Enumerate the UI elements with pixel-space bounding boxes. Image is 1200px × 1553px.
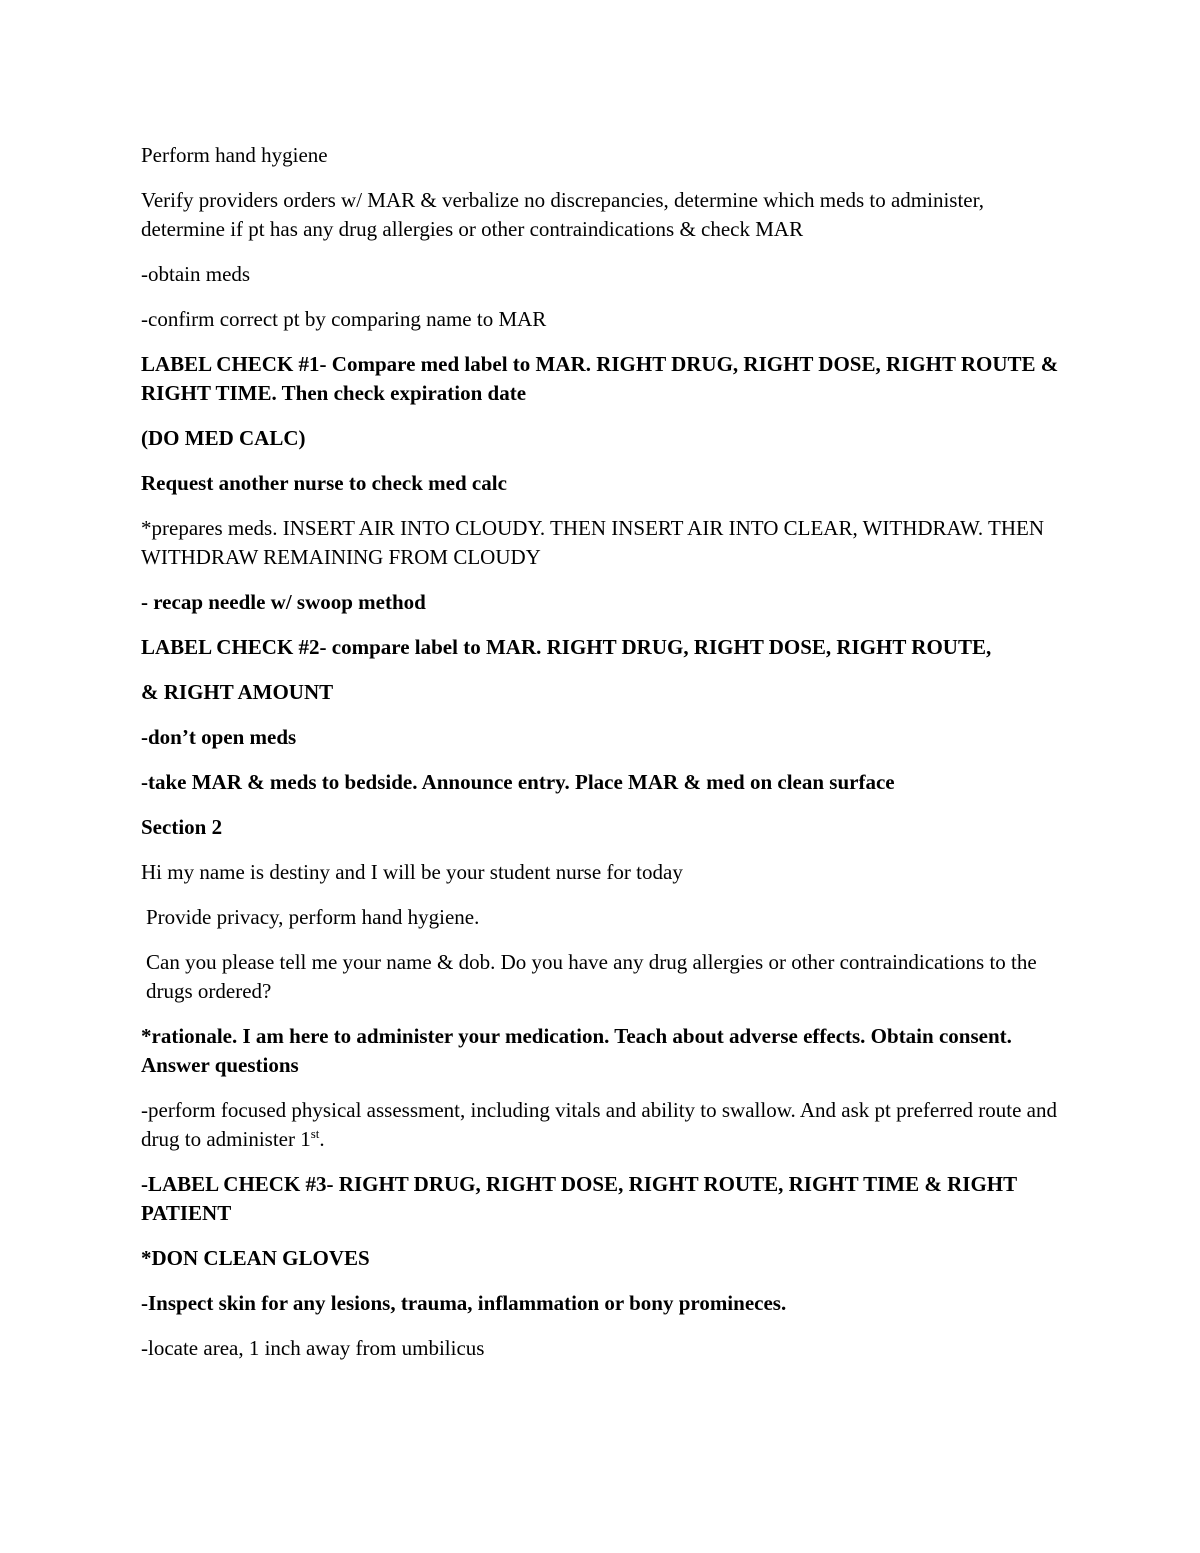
paragraph-recap-needle: - recap needle w/ swoop method — [141, 590, 426, 614]
paragraph-obtain-meds: -obtain meds — [141, 262, 251, 286]
ordinal-suffix: st — [310, 1126, 320, 1141]
paragraph-introduction: Hi my name is destiny and I will be your student nurse for today — [141, 860, 683, 884]
paragraph-request-nurse-check: Request another nurse to check med calc — [141, 471, 507, 495]
paragraph-inspect-skin: -Inspect skin for any lesions, trauma, inflammation or bony promineces. — [141, 1291, 787, 1315]
paragraph-confirm-patient: -confirm correct pt by comparing name to MAR — [141, 307, 547, 331]
paragraph-take-to-bedside: -take MAR & meds to bedside. Announce entry. Place MAR & med on clean surface — [141, 770, 895, 794]
paragraph-hand-hygiene: Perform hand hygiene — [141, 143, 328, 167]
assessment-text: -perform focused physical assessment, including vitals and ability to swallow. And ask pt preferred route and drug to administer 1 — [141, 1098, 1057, 1151]
paragraph-label-check-2: LABEL CHECK #2- compare label to MAR. RIGHT DRUG, RIGHT DOSE, RIGHT ROUTE, — [141, 635, 992, 659]
paragraph-privacy: Provide privacy, perform hand hygiene. — [146, 905, 480, 929]
paragraph-ask-name-dob: Can you please tell me your name & dob. Do you have any drug allergies or other contraindications to the drugs ordered? — [146, 950, 1037, 1003]
paragraph-right-amount: & RIGHT AMOUNT — [141, 680, 334, 704]
paragraph-label-check-1: LABEL CHECK #1- Compare med label to MAR. RIGHT DRUG, RIGHT DOSE, RIGHT ROUTE & RIGHT TIME. Then check expiration date — [141, 352, 1059, 405]
paragraph-don-gloves: *DON CLEAN GLOVES — [141, 1246, 370, 1270]
assessment-trailing-period: . — [319, 1127, 325, 1151]
document-body — [141, 141, 1061, 1379]
paragraph-verify-orders: Verify providers orders w/ MAR & verbalize no discrepancies, determine which meds to administer, determine if pt has any drug allergies or other contraindications & check MAR — [141, 188, 985, 241]
paragraph-med-calc: (DO MED CALC) — [141, 426, 306, 450]
paragraph-locate-area: -locate area, 1 inch away from umbilicus — [141, 1336, 485, 1360]
paragraph-label-check-3: -LABEL CHECK #3- RIGHT DRUG, RIGHT DOSE, RIGHT ROUTE, RIGHT TIME & RIGHT PATIENT — [141, 1172, 1017, 1225]
paragraph-rationale: *rationale. I am here to administer your medication. Teach about adverse effects. Obtain consent. Answer questions — [141, 1024, 1012, 1077]
paragraph-dont-open-meds: -don’t open meds — [141, 725, 297, 749]
paragraph-focused-assessment — [141, 1096, 1061, 1154]
paragraph-prepare-meds: *prepares meds. INSERT AIR INTO CLOUDY. THEN INSERT AIR INTO CLEAR, WITHDRAW. THEN WITHDRAW REMAINING FROM CLOUDY — [141, 516, 1045, 569]
section-heading-2: Section 2 — [141, 815, 223, 839]
